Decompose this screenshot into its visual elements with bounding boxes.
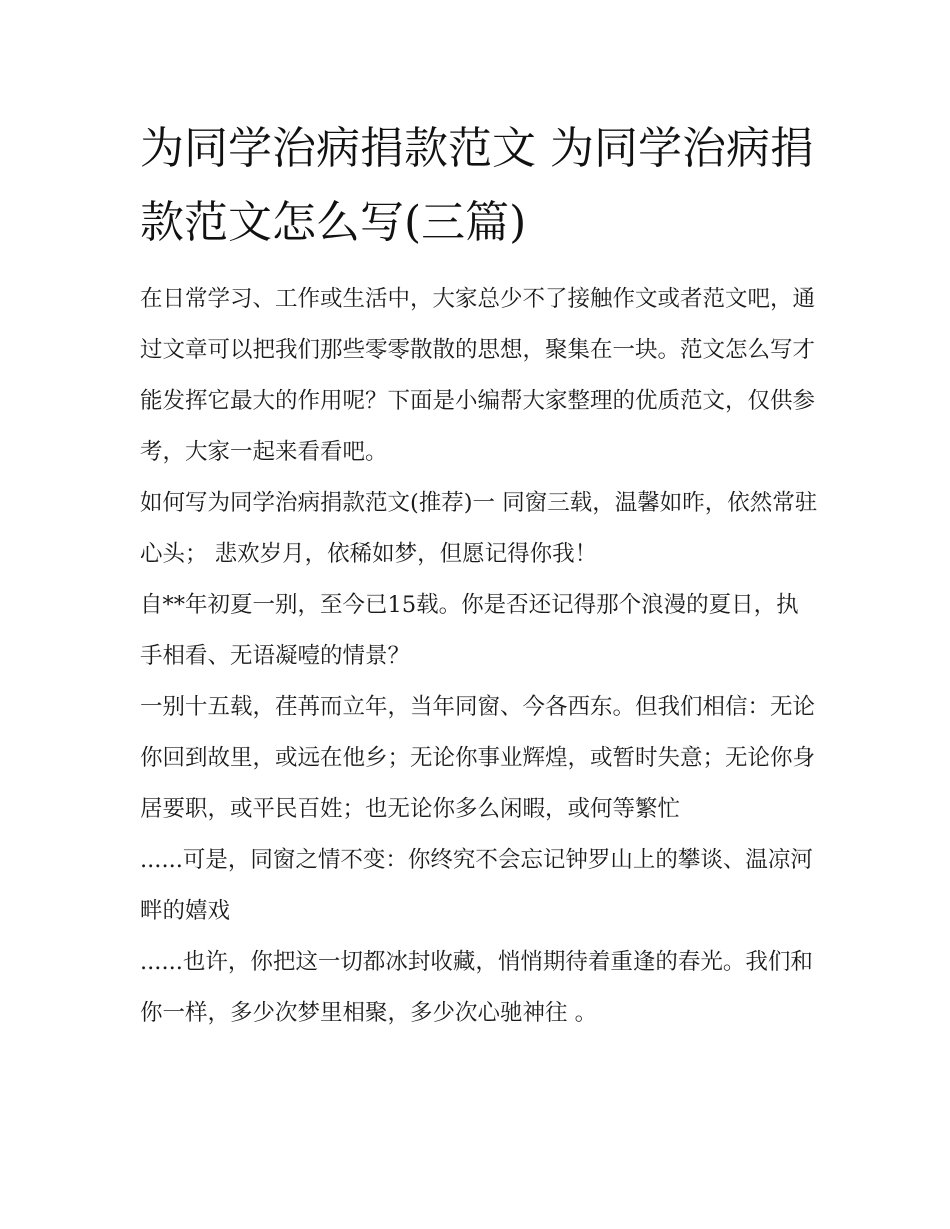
- document-body: [140, 274, 820, 1039]
- document-page: [140, 112, 820, 1039]
- document-title: 为同学治病捐款范文 为同学治病捐款范文怎么写(三篇): [140, 123, 814, 248]
- paragraph-reunion: ......也许，你把这一切都冰封收藏，悄悄期待着重逢的春光。我们和你一样，多少次梦里相聚，多少次心驰神往 。: [140, 949, 813, 1026]
- paragraph-greeting: 如何写为同学治病捐款范文(推荐)一 同窗三载，温馨如昨，依然常驻心头； 悲欢岁月，依稀如梦，但愿记得你我！: [140, 490, 818, 567]
- paragraph-intro: 在日常学习、工作或生活中，大家总少不了接触作文或者范文吧，通过文章可以把我们那些零零散散的思想，聚集在一块。范文怎么写才能发挥它最大的作用呢？下面是小编帮大家整理的优质范文，仅供参考，大家一起来看看吧。: [140, 286, 816, 465]
- paragraph-fifteen-years: 一别十五载，荏苒而立年，当年同窗、今各西东。但我们相信：无论你回到故里，或远在他乡；无论你事业辉煌，或暂时失意；无论你身居要职，或平民百姓；也无论你多么闲暇，或何等繁忙: [140, 694, 816, 822]
- paragraph-farewell: 自**年初夏一别，至今已15载。你是否还记得那个浪漫的夏日，执手相看、无语凝噎的情景？: [140, 592, 799, 669]
- paragraph-friendship: ......可是，同窗之情不变：你终究不会忘记钟罗山上的攀谈、温凉河畔的嬉戏: [140, 847, 813, 924]
